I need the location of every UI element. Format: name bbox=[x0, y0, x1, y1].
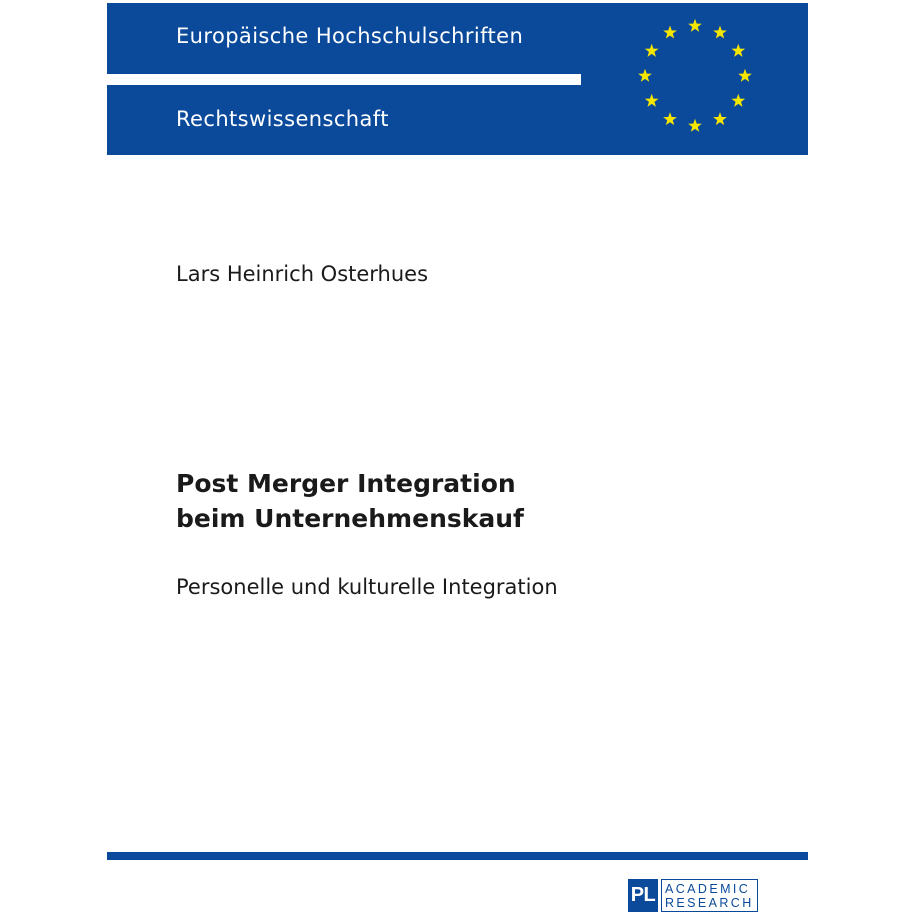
eu-stars-circle-icon bbox=[635, 16, 755, 136]
banner-white-stripe bbox=[107, 74, 581, 85]
star-icon bbox=[688, 119, 702, 132]
star-icon bbox=[688, 19, 702, 32]
author-name: Lars Heinrich Osterhues bbox=[176, 262, 429, 286]
publisher-logo-mark: PL bbox=[628, 879, 658, 912]
book-title bbox=[176, 466, 524, 536]
book-title-line-1: Post Merger Integration bbox=[176, 469, 516, 498]
publisher-logo-line-1: ACADEMIC bbox=[665, 881, 751, 896]
book-title-line-2: beim Unternehmenskauf bbox=[176, 504, 524, 533]
star-icon bbox=[731, 44, 745, 57]
star-icon bbox=[645, 44, 659, 57]
series-subtitle: Rechtswissenschaft bbox=[176, 107, 389, 131]
publisher-logo bbox=[628, 879, 758, 912]
star-icon bbox=[713, 112, 727, 125]
bottom-rule bbox=[107, 852, 808, 860]
star-icon bbox=[738, 69, 752, 82]
publisher-logo-words bbox=[661, 879, 758, 912]
star-icon bbox=[713, 26, 727, 39]
star-icon bbox=[663, 26, 677, 39]
series-banner bbox=[107, 3, 808, 155]
star-icon bbox=[731, 94, 745, 107]
series-title: Europäische Hochschulschriften bbox=[176, 24, 524, 48]
publisher-logo-line-2: RESEARCH bbox=[665, 895, 754, 910]
star-icon bbox=[645, 94, 659, 107]
book-subtitle: Personelle und kulturelle Integration bbox=[176, 575, 558, 599]
star-icon bbox=[663, 112, 677, 125]
star-icon bbox=[638, 69, 652, 82]
